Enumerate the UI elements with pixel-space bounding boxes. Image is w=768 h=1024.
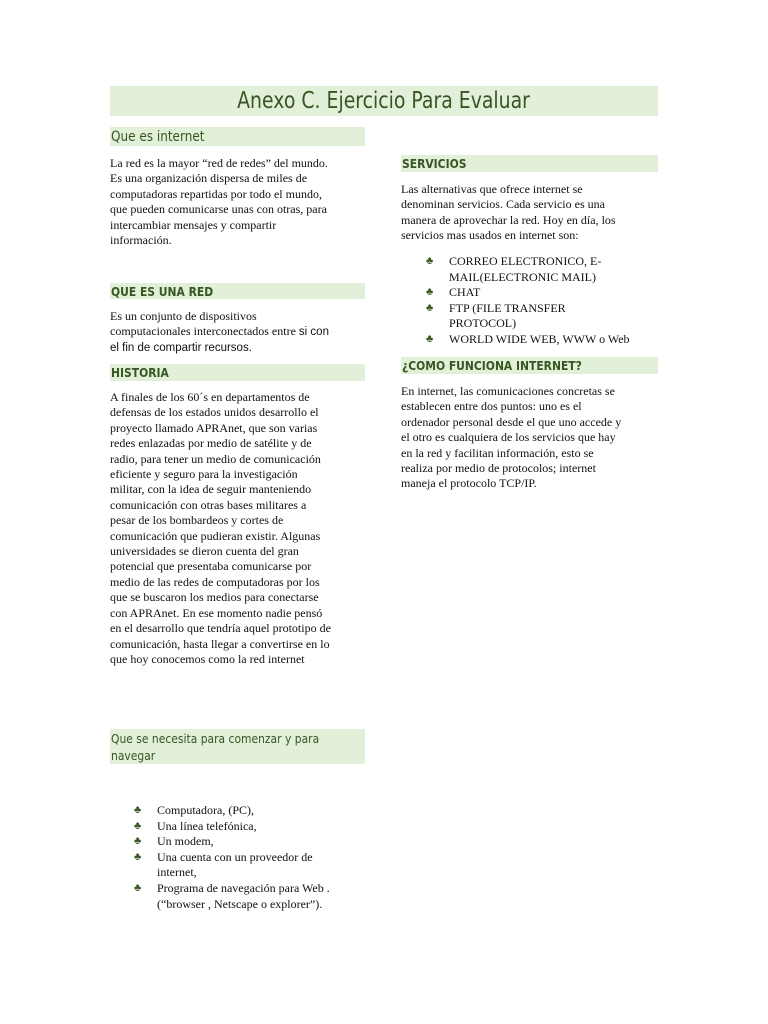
list-item: ♣ WORLD WIDE WEB, WWW o Web (426, 331, 630, 346)
list-item: ♣ Programa de navegación para Web . (“browser , Netscape o explorer”). (134, 880, 330, 911)
text-line: redes enlazadas por medio de satélite y de (110, 436, 312, 451)
text-line: el otro es cualquiera de los servicios que hay (401, 430, 616, 445)
text-line: que hoy conocemos como la red internet (110, 651, 305, 666)
heading-que-se-necesita: Que se necesita para comenzar y para navegar (110, 729, 365, 764)
text-line: el fin de compartir recursos. (110, 341, 252, 354)
list-item: ♣ Una línea telefónica, (134, 818, 257, 833)
text-line: Es una organización dispersa de miles de (110, 171, 308, 186)
text-line: con APRAnet. En ese momento nadie pensó (110, 605, 323, 620)
text-line: pesar de los bombardeos y cortes de (110, 513, 284, 528)
text-line: computacionales interconectados entre si con (110, 324, 329, 339)
paragraph-que-es-internet (110, 156, 328, 248)
heading-que-es-una-red: QUE ES UNA RED (110, 283, 365, 299)
club-bullet-icon: ♣ (134, 881, 142, 894)
list-item: ♣ CHAT (426, 285, 481, 300)
text-line: intercambiar mensajes y compartir (110, 217, 277, 232)
text-line: que se buscaron los medios para conectarse (110, 590, 319, 605)
paragraph-que-es-una-red (110, 309, 329, 356)
club-bullet-icon: ♣ (426, 255, 434, 267)
text-line: eficiente y seguro para la investigación (110, 467, 298, 482)
text-line: defensas de los estados unidos desarrollo el (110, 405, 319, 420)
list-item: ♣ CORREO ELECTRONICO, E- MAIL(ELECTRONIC MAIL) (426, 254, 602, 284)
text-line: La red es la mayor “red de redes” del mundo. (110, 156, 328, 170)
text-line: potencial que presentaba comunicarse por (110, 559, 312, 574)
club-bullet-icon: ♣ (426, 286, 434, 299)
heading-que-es-internet: Que es internet (110, 127, 365, 146)
paragraph-servicios (401, 182, 616, 244)
title-banner (110, 86, 658, 116)
club-bullet-icon: ♣ (134, 819, 142, 832)
text-line: servicios mas usados en internet son: (401, 228, 579, 243)
text-line: en el desarrollo que tendría aquel prototipo de (110, 621, 331, 636)
text-line: A finales de los 60´s en departamentos de (110, 390, 310, 404)
list-item: ♣ FTP (FILE TRANSFER PROTOCOL) (426, 300, 566, 331)
list-item: ♣ Computadora, (PC), (134, 803, 254, 817)
list-item: ♣ Una cuenta con un proveedor de internet, (134, 849, 313, 880)
club-bullet-icon: ♣ (426, 301, 434, 314)
text-line: En internet, las comunicaciones concretas se (401, 384, 615, 398)
club-bullet-icon: ♣ (134, 804, 142, 816)
text-line: establecen entre dos puntos: uno es el (401, 399, 582, 414)
club-bullet-icon: ♣ (134, 835, 142, 848)
club-bullet-icon: ♣ (426, 332, 434, 345)
text-line: Es un conjunto de dispositivos (110, 309, 257, 323)
document-title: Anexo C. Ejercicio Para Evaluar (237, 88, 531, 114)
text-line: manera de aprovechar la red. Hoy en día, los (401, 212, 616, 227)
heading-historia: HISTORIA (110, 364, 365, 381)
text-line: universidades se dieron cuenta del gran (110, 544, 299, 559)
text-line: ordenador personal desde el que uno accede y (401, 414, 622, 429)
text-line: en la red y facilitan información, esto se (401, 445, 594, 460)
paragraph-historia (110, 390, 331, 667)
text-line: denominan servicios. Cada servicio es una (401, 197, 605, 212)
text-line: realiza por medio de protocolos; internet (401, 461, 596, 476)
text-line: militar, con la idea de seguir manteniendo (110, 482, 312, 497)
text-line: maneja el protocolo TCP/IP. (401, 476, 537, 491)
text-line: comunicación, hasta llegar a convertirse en lo (110, 636, 330, 651)
paragraph-como-funciona (401, 384, 621, 492)
text-line: medio de las redes de computadoras por los (110, 574, 320, 589)
text-line: que pueden comunicarse unas con otras, para (110, 202, 327, 217)
list-item: ♣ Un modem, (134, 834, 214, 849)
text-line: Las alternativas que ofrece internet se (401, 182, 583, 196)
text-line: proyecto llamado APRAnet, que son varias (110, 420, 318, 435)
text-line: computadoras repartidas por todo el mundo, (110, 186, 322, 201)
text-line: información. (110, 233, 172, 248)
text-line: comunicación con otras bases militares a (110, 497, 307, 512)
club-bullet-icon: ♣ (134, 850, 142, 863)
heading-servicios: SERVICIOS (401, 155, 658, 172)
list-requisitos (134, 803, 330, 912)
heading-como-funciona: ¿COMO FUNCIONA INTERNET? (401, 357, 658, 374)
list-servicios (426, 254, 630, 348)
text-line: radio, para tener un medio de comunicación (110, 451, 321, 466)
text-line: comunicación que pudieran existir. Algunas (110, 528, 321, 543)
